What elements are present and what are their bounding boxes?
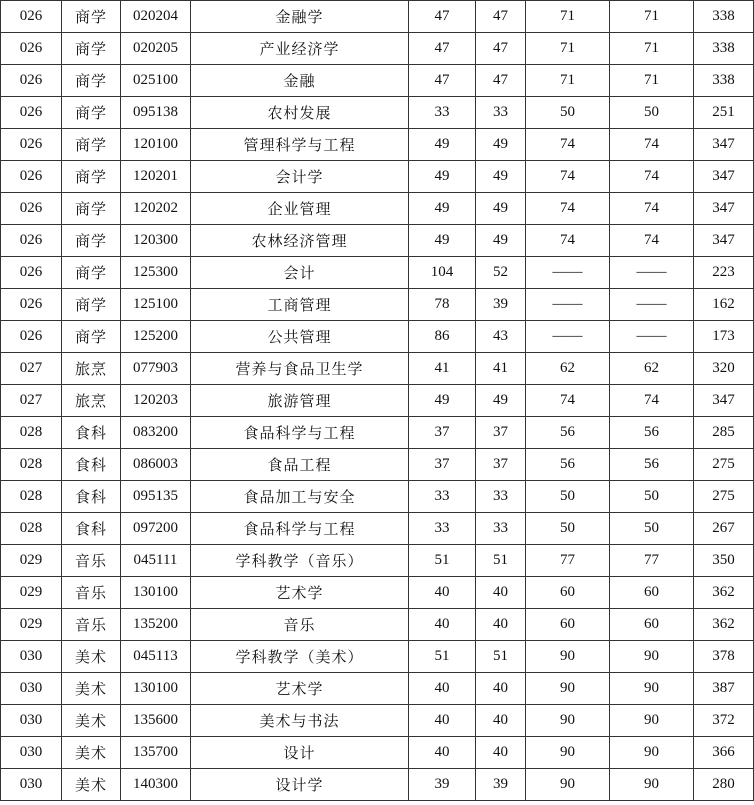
dept-name-cell: 美术 bbox=[62, 737, 121, 769]
total-score-cell: 86 bbox=[409, 321, 476, 353]
subject1-score-cell: 71 bbox=[526, 65, 610, 97]
major-code-cell: 045113 bbox=[121, 641, 191, 673]
combined-score-cell: 223 bbox=[694, 257, 754, 289]
dept-name-cell: 商学 bbox=[62, 129, 121, 161]
major-name-cell: 学科教学（音乐） bbox=[191, 545, 409, 577]
politics-score-cell: 37 bbox=[476, 417, 526, 449]
total-score-cell: 49 bbox=[409, 161, 476, 193]
dept-code-cell: 029 bbox=[1, 577, 62, 609]
subject2-score-cell: —— bbox=[610, 321, 694, 353]
major-name-cell: 金融 bbox=[191, 65, 409, 97]
major-name-cell: 设计 bbox=[191, 737, 409, 769]
table-row bbox=[1, 289, 754, 321]
dept-code-cell: 026 bbox=[1, 225, 62, 257]
politics-score-cell: 43 bbox=[476, 321, 526, 353]
dept-code-cell: 030 bbox=[1, 673, 62, 705]
table-row bbox=[1, 449, 754, 481]
subject1-score-cell: —— bbox=[526, 289, 610, 321]
table-row bbox=[1, 353, 754, 385]
dept-name-cell: 商学 bbox=[62, 33, 121, 65]
subject2-score-cell: 74 bbox=[610, 385, 694, 417]
dept-name-cell: 食科 bbox=[62, 481, 121, 513]
dept-code-cell: 026 bbox=[1, 257, 62, 289]
total-score-cell: 49 bbox=[409, 225, 476, 257]
major-name-cell: 艺术学 bbox=[191, 577, 409, 609]
major-code-cell: 095135 bbox=[121, 481, 191, 513]
total-score-cell: 33 bbox=[409, 481, 476, 513]
dept-code-cell: 030 bbox=[1, 705, 62, 737]
subject1-score-cell: 60 bbox=[526, 609, 610, 641]
subject2-score-cell: 50 bbox=[610, 513, 694, 545]
subject1-score-cell: 74 bbox=[526, 129, 610, 161]
subject2-score-cell: 62 bbox=[610, 353, 694, 385]
subject2-score-cell: 77 bbox=[610, 545, 694, 577]
subject1-score-cell: 71 bbox=[526, 33, 610, 65]
politics-score-cell: 40 bbox=[476, 737, 526, 769]
subject2-score-cell: 90 bbox=[610, 673, 694, 705]
major-name-cell: 管理科学与工程 bbox=[191, 129, 409, 161]
politics-score-cell: 39 bbox=[476, 769, 526, 801]
politics-score-cell: 49 bbox=[476, 161, 526, 193]
major-code-cell: 083200 bbox=[121, 417, 191, 449]
dept-code-cell: 026 bbox=[1, 321, 62, 353]
subject1-score-cell: —— bbox=[526, 257, 610, 289]
table-row bbox=[1, 705, 754, 737]
subject2-score-cell: 74 bbox=[610, 225, 694, 257]
major-name-cell: 食品科学与工程 bbox=[191, 513, 409, 545]
subject2-score-cell: 74 bbox=[610, 129, 694, 161]
total-score-cell: 41 bbox=[409, 353, 476, 385]
combined-score-cell: 285 bbox=[694, 417, 754, 449]
total-score-cell: 104 bbox=[409, 257, 476, 289]
major-name-cell: 金融学 bbox=[191, 1, 409, 33]
major-name-cell: 食品加工与安全 bbox=[191, 481, 409, 513]
politics-score-cell: 33 bbox=[476, 481, 526, 513]
major-name-cell: 食品科学与工程 bbox=[191, 417, 409, 449]
dept-name-cell: 商学 bbox=[62, 289, 121, 321]
subject1-score-cell: 50 bbox=[526, 97, 610, 129]
major-code-cell: 020204 bbox=[121, 1, 191, 33]
major-code-cell: 135200 bbox=[121, 609, 191, 641]
total-score-cell: 51 bbox=[409, 641, 476, 673]
subject1-score-cell: 90 bbox=[526, 705, 610, 737]
subject1-score-cell: 50 bbox=[526, 481, 610, 513]
total-score-cell: 49 bbox=[409, 193, 476, 225]
major-code-cell: 135700 bbox=[121, 737, 191, 769]
subject2-score-cell: 90 bbox=[610, 737, 694, 769]
subject2-score-cell: 71 bbox=[610, 33, 694, 65]
table-row bbox=[1, 161, 754, 193]
major-name-cell: 公共管理 bbox=[191, 321, 409, 353]
major-code-cell: 140300 bbox=[121, 769, 191, 801]
combined-score-cell: 347 bbox=[694, 193, 754, 225]
dept-code-cell: 028 bbox=[1, 417, 62, 449]
subject1-score-cell: 56 bbox=[526, 417, 610, 449]
total-score-cell: 78 bbox=[409, 289, 476, 321]
subject2-score-cell: —— bbox=[610, 257, 694, 289]
combined-score-cell: 362 bbox=[694, 609, 754, 641]
major-code-cell: 130100 bbox=[121, 577, 191, 609]
dept-name-cell: 商学 bbox=[62, 193, 121, 225]
major-code-cell: 025100 bbox=[121, 65, 191, 97]
dept-code-cell: 026 bbox=[1, 65, 62, 97]
combined-score-cell: 347 bbox=[694, 161, 754, 193]
total-score-cell: 49 bbox=[409, 129, 476, 161]
total-score-cell: 40 bbox=[409, 737, 476, 769]
subject1-score-cell: 90 bbox=[526, 769, 610, 801]
dept-code-cell: 028 bbox=[1, 481, 62, 513]
subject2-score-cell: 90 bbox=[610, 769, 694, 801]
total-score-cell: 37 bbox=[409, 417, 476, 449]
table-row bbox=[1, 97, 754, 129]
politics-score-cell: 40 bbox=[476, 705, 526, 737]
dept-name-cell: 旅烹 bbox=[62, 353, 121, 385]
dept-code-cell: 028 bbox=[1, 513, 62, 545]
combined-score-cell: 347 bbox=[694, 385, 754, 417]
major-name-cell: 旅游管理 bbox=[191, 385, 409, 417]
subject1-score-cell: —— bbox=[526, 321, 610, 353]
dept-code-cell: 029 bbox=[1, 545, 62, 577]
combined-score-cell: 173 bbox=[694, 321, 754, 353]
table-row bbox=[1, 129, 754, 161]
subject1-score-cell: 90 bbox=[526, 641, 610, 673]
politics-score-cell: 49 bbox=[476, 225, 526, 257]
combined-score-cell: 387 bbox=[694, 673, 754, 705]
subject2-score-cell: 50 bbox=[610, 481, 694, 513]
dept-code-cell: 029 bbox=[1, 609, 62, 641]
subject2-score-cell: 74 bbox=[610, 161, 694, 193]
table-row bbox=[1, 481, 754, 513]
table-row bbox=[1, 225, 754, 257]
major-name-cell: 设计学 bbox=[191, 769, 409, 801]
politics-score-cell: 51 bbox=[476, 641, 526, 673]
total-score-cell: 33 bbox=[409, 513, 476, 545]
major-name-cell: 会计 bbox=[191, 257, 409, 289]
subject2-score-cell: 71 bbox=[610, 1, 694, 33]
dept-name-cell: 美术 bbox=[62, 641, 121, 673]
politics-score-cell: 47 bbox=[476, 33, 526, 65]
table-row bbox=[1, 769, 754, 801]
combined-score-cell: 372 bbox=[694, 705, 754, 737]
table-row bbox=[1, 609, 754, 641]
total-score-cell: 51 bbox=[409, 545, 476, 577]
politics-score-cell: 39 bbox=[476, 289, 526, 321]
dept-name-cell: 美术 bbox=[62, 673, 121, 705]
combined-score-cell: 267 bbox=[694, 513, 754, 545]
major-name-cell: 农林经济管理 bbox=[191, 225, 409, 257]
major-code-cell: 120203 bbox=[121, 385, 191, 417]
table-row bbox=[1, 513, 754, 545]
subject1-score-cell: 50 bbox=[526, 513, 610, 545]
combined-score-cell: 347 bbox=[694, 225, 754, 257]
total-score-cell: 33 bbox=[409, 97, 476, 129]
combined-score-cell: 338 bbox=[694, 65, 754, 97]
subject2-score-cell: 56 bbox=[610, 417, 694, 449]
total-score-cell: 47 bbox=[409, 65, 476, 97]
dept-name-cell: 食科 bbox=[62, 513, 121, 545]
major-name-cell: 营养与食品卫生学 bbox=[191, 353, 409, 385]
subject2-score-cell: 60 bbox=[610, 609, 694, 641]
major-code-cell: 086003 bbox=[121, 449, 191, 481]
table-row bbox=[1, 65, 754, 97]
major-name-cell: 艺术学 bbox=[191, 673, 409, 705]
dept-name-cell: 商学 bbox=[62, 161, 121, 193]
dept-name-cell: 音乐 bbox=[62, 545, 121, 577]
politics-score-cell: 40 bbox=[476, 577, 526, 609]
dept-code-cell: 026 bbox=[1, 193, 62, 225]
subject1-score-cell: 71 bbox=[526, 1, 610, 33]
dept-name-cell: 商学 bbox=[62, 97, 121, 129]
combined-score-cell: 280 bbox=[694, 769, 754, 801]
total-score-cell: 39 bbox=[409, 769, 476, 801]
total-score-cell: 40 bbox=[409, 705, 476, 737]
dept-name-cell: 商学 bbox=[62, 321, 121, 353]
table-row bbox=[1, 577, 754, 609]
major-name-cell: 学科教学（美术） bbox=[191, 641, 409, 673]
major-code-cell: 125100 bbox=[121, 289, 191, 321]
subject1-score-cell: 90 bbox=[526, 673, 610, 705]
subject1-score-cell: 74 bbox=[526, 225, 610, 257]
subject1-score-cell: 56 bbox=[526, 449, 610, 481]
combined-score-cell: 251 bbox=[694, 97, 754, 129]
dept-code-cell: 026 bbox=[1, 161, 62, 193]
combined-score-cell: 366 bbox=[694, 737, 754, 769]
politics-score-cell: 33 bbox=[476, 513, 526, 545]
combined-score-cell: 275 bbox=[694, 449, 754, 481]
table-row bbox=[1, 641, 754, 673]
politics-score-cell: 41 bbox=[476, 353, 526, 385]
subject2-score-cell: 56 bbox=[610, 449, 694, 481]
dept-name-cell: 旅烹 bbox=[62, 385, 121, 417]
subject1-score-cell: 74 bbox=[526, 193, 610, 225]
dept-name-cell: 商学 bbox=[62, 65, 121, 97]
table-row bbox=[1, 385, 754, 417]
dept-code-cell: 026 bbox=[1, 289, 62, 321]
dept-code-cell: 026 bbox=[1, 1, 62, 33]
table-row bbox=[1, 193, 754, 225]
dept-code-cell: 026 bbox=[1, 33, 62, 65]
politics-score-cell: 37 bbox=[476, 449, 526, 481]
major-name-cell: 美术与书法 bbox=[191, 705, 409, 737]
table-row bbox=[1, 417, 754, 449]
subject2-score-cell: 74 bbox=[610, 193, 694, 225]
dept-name-cell: 商学 bbox=[62, 1, 121, 33]
subject2-score-cell: —— bbox=[610, 289, 694, 321]
table-row bbox=[1, 1, 754, 33]
major-name-cell: 音乐 bbox=[191, 609, 409, 641]
politics-score-cell: 40 bbox=[476, 609, 526, 641]
subject1-score-cell: 60 bbox=[526, 577, 610, 609]
major-code-cell: 120100 bbox=[121, 129, 191, 161]
politics-score-cell: 33 bbox=[476, 97, 526, 129]
subject1-score-cell: 62 bbox=[526, 353, 610, 385]
politics-score-cell: 52 bbox=[476, 257, 526, 289]
table-row bbox=[1, 545, 754, 577]
combined-score-cell: 347 bbox=[694, 129, 754, 161]
major-name-cell: 产业经济学 bbox=[191, 33, 409, 65]
subject2-score-cell: 71 bbox=[610, 65, 694, 97]
dept-code-cell: 027 bbox=[1, 353, 62, 385]
major-code-cell: 120201 bbox=[121, 161, 191, 193]
major-name-cell: 工商管理 bbox=[191, 289, 409, 321]
dept-name-cell: 食科 bbox=[62, 417, 121, 449]
subject1-score-cell: 74 bbox=[526, 385, 610, 417]
major-name-cell: 会计学 bbox=[191, 161, 409, 193]
table-row bbox=[1, 737, 754, 769]
major-code-cell: 077903 bbox=[121, 353, 191, 385]
dept-name-cell: 商学 bbox=[62, 225, 121, 257]
subject2-score-cell: 60 bbox=[610, 577, 694, 609]
subject1-score-cell: 90 bbox=[526, 737, 610, 769]
subject2-score-cell: 90 bbox=[610, 705, 694, 737]
politics-score-cell: 49 bbox=[476, 385, 526, 417]
dept-code-cell: 030 bbox=[1, 769, 62, 801]
major-code-cell: 120202 bbox=[121, 193, 191, 225]
total-score-cell: 40 bbox=[409, 673, 476, 705]
combined-score-cell: 275 bbox=[694, 481, 754, 513]
major-code-cell: 097200 bbox=[121, 513, 191, 545]
dept-code-cell: 026 bbox=[1, 129, 62, 161]
subject1-score-cell: 74 bbox=[526, 161, 610, 193]
combined-score-cell: 362 bbox=[694, 577, 754, 609]
combined-score-cell: 338 bbox=[694, 33, 754, 65]
combined-score-cell: 320 bbox=[694, 353, 754, 385]
major-code-cell: 020205 bbox=[121, 33, 191, 65]
politics-score-cell: 47 bbox=[476, 65, 526, 97]
major-code-cell: 125200 bbox=[121, 321, 191, 353]
dept-code-cell: 030 bbox=[1, 641, 62, 673]
total-score-cell: 40 bbox=[409, 577, 476, 609]
major-code-cell: 135600 bbox=[121, 705, 191, 737]
total-score-cell: 40 bbox=[409, 609, 476, 641]
major-name-cell: 企业管理 bbox=[191, 193, 409, 225]
total-score-cell: 47 bbox=[409, 33, 476, 65]
subject1-score-cell: 77 bbox=[526, 545, 610, 577]
combined-score-cell: 162 bbox=[694, 289, 754, 321]
dept-code-cell: 027 bbox=[1, 385, 62, 417]
total-score-cell: 37 bbox=[409, 449, 476, 481]
major-name-cell: 食品工程 bbox=[191, 449, 409, 481]
major-code-cell: 095138 bbox=[121, 97, 191, 129]
dept-name-cell: 音乐 bbox=[62, 577, 121, 609]
subject2-score-cell: 90 bbox=[610, 641, 694, 673]
major-code-cell: 125300 bbox=[121, 257, 191, 289]
dept-name-cell: 音乐 bbox=[62, 609, 121, 641]
major-code-cell: 130100 bbox=[121, 673, 191, 705]
dept-name-cell: 美术 bbox=[62, 705, 121, 737]
table-row bbox=[1, 33, 754, 65]
major-name-cell: 农村发展 bbox=[191, 97, 409, 129]
politics-score-cell: 49 bbox=[476, 193, 526, 225]
dept-name-cell: 美术 bbox=[62, 769, 121, 801]
combined-score-cell: 378 bbox=[694, 641, 754, 673]
dept-code-cell: 026 bbox=[1, 97, 62, 129]
dept-name-cell: 商学 bbox=[62, 257, 121, 289]
politics-score-cell: 47 bbox=[476, 1, 526, 33]
politics-score-cell: 49 bbox=[476, 129, 526, 161]
combined-score-cell: 338 bbox=[694, 1, 754, 33]
major-code-cell: 120300 bbox=[121, 225, 191, 257]
politics-score-cell: 51 bbox=[476, 545, 526, 577]
total-score-cell: 49 bbox=[409, 385, 476, 417]
total-score-cell: 47 bbox=[409, 1, 476, 33]
table-row bbox=[1, 673, 754, 705]
major-code-cell: 045111 bbox=[121, 545, 191, 577]
combined-score-cell: 350 bbox=[694, 545, 754, 577]
dept-code-cell: 028 bbox=[1, 449, 62, 481]
table-row bbox=[1, 321, 754, 353]
dept-code-cell: 030 bbox=[1, 737, 62, 769]
table-row bbox=[1, 257, 754, 289]
subject2-score-cell: 50 bbox=[610, 97, 694, 129]
dept-name-cell: 食科 bbox=[62, 449, 121, 481]
politics-score-cell: 40 bbox=[476, 673, 526, 705]
